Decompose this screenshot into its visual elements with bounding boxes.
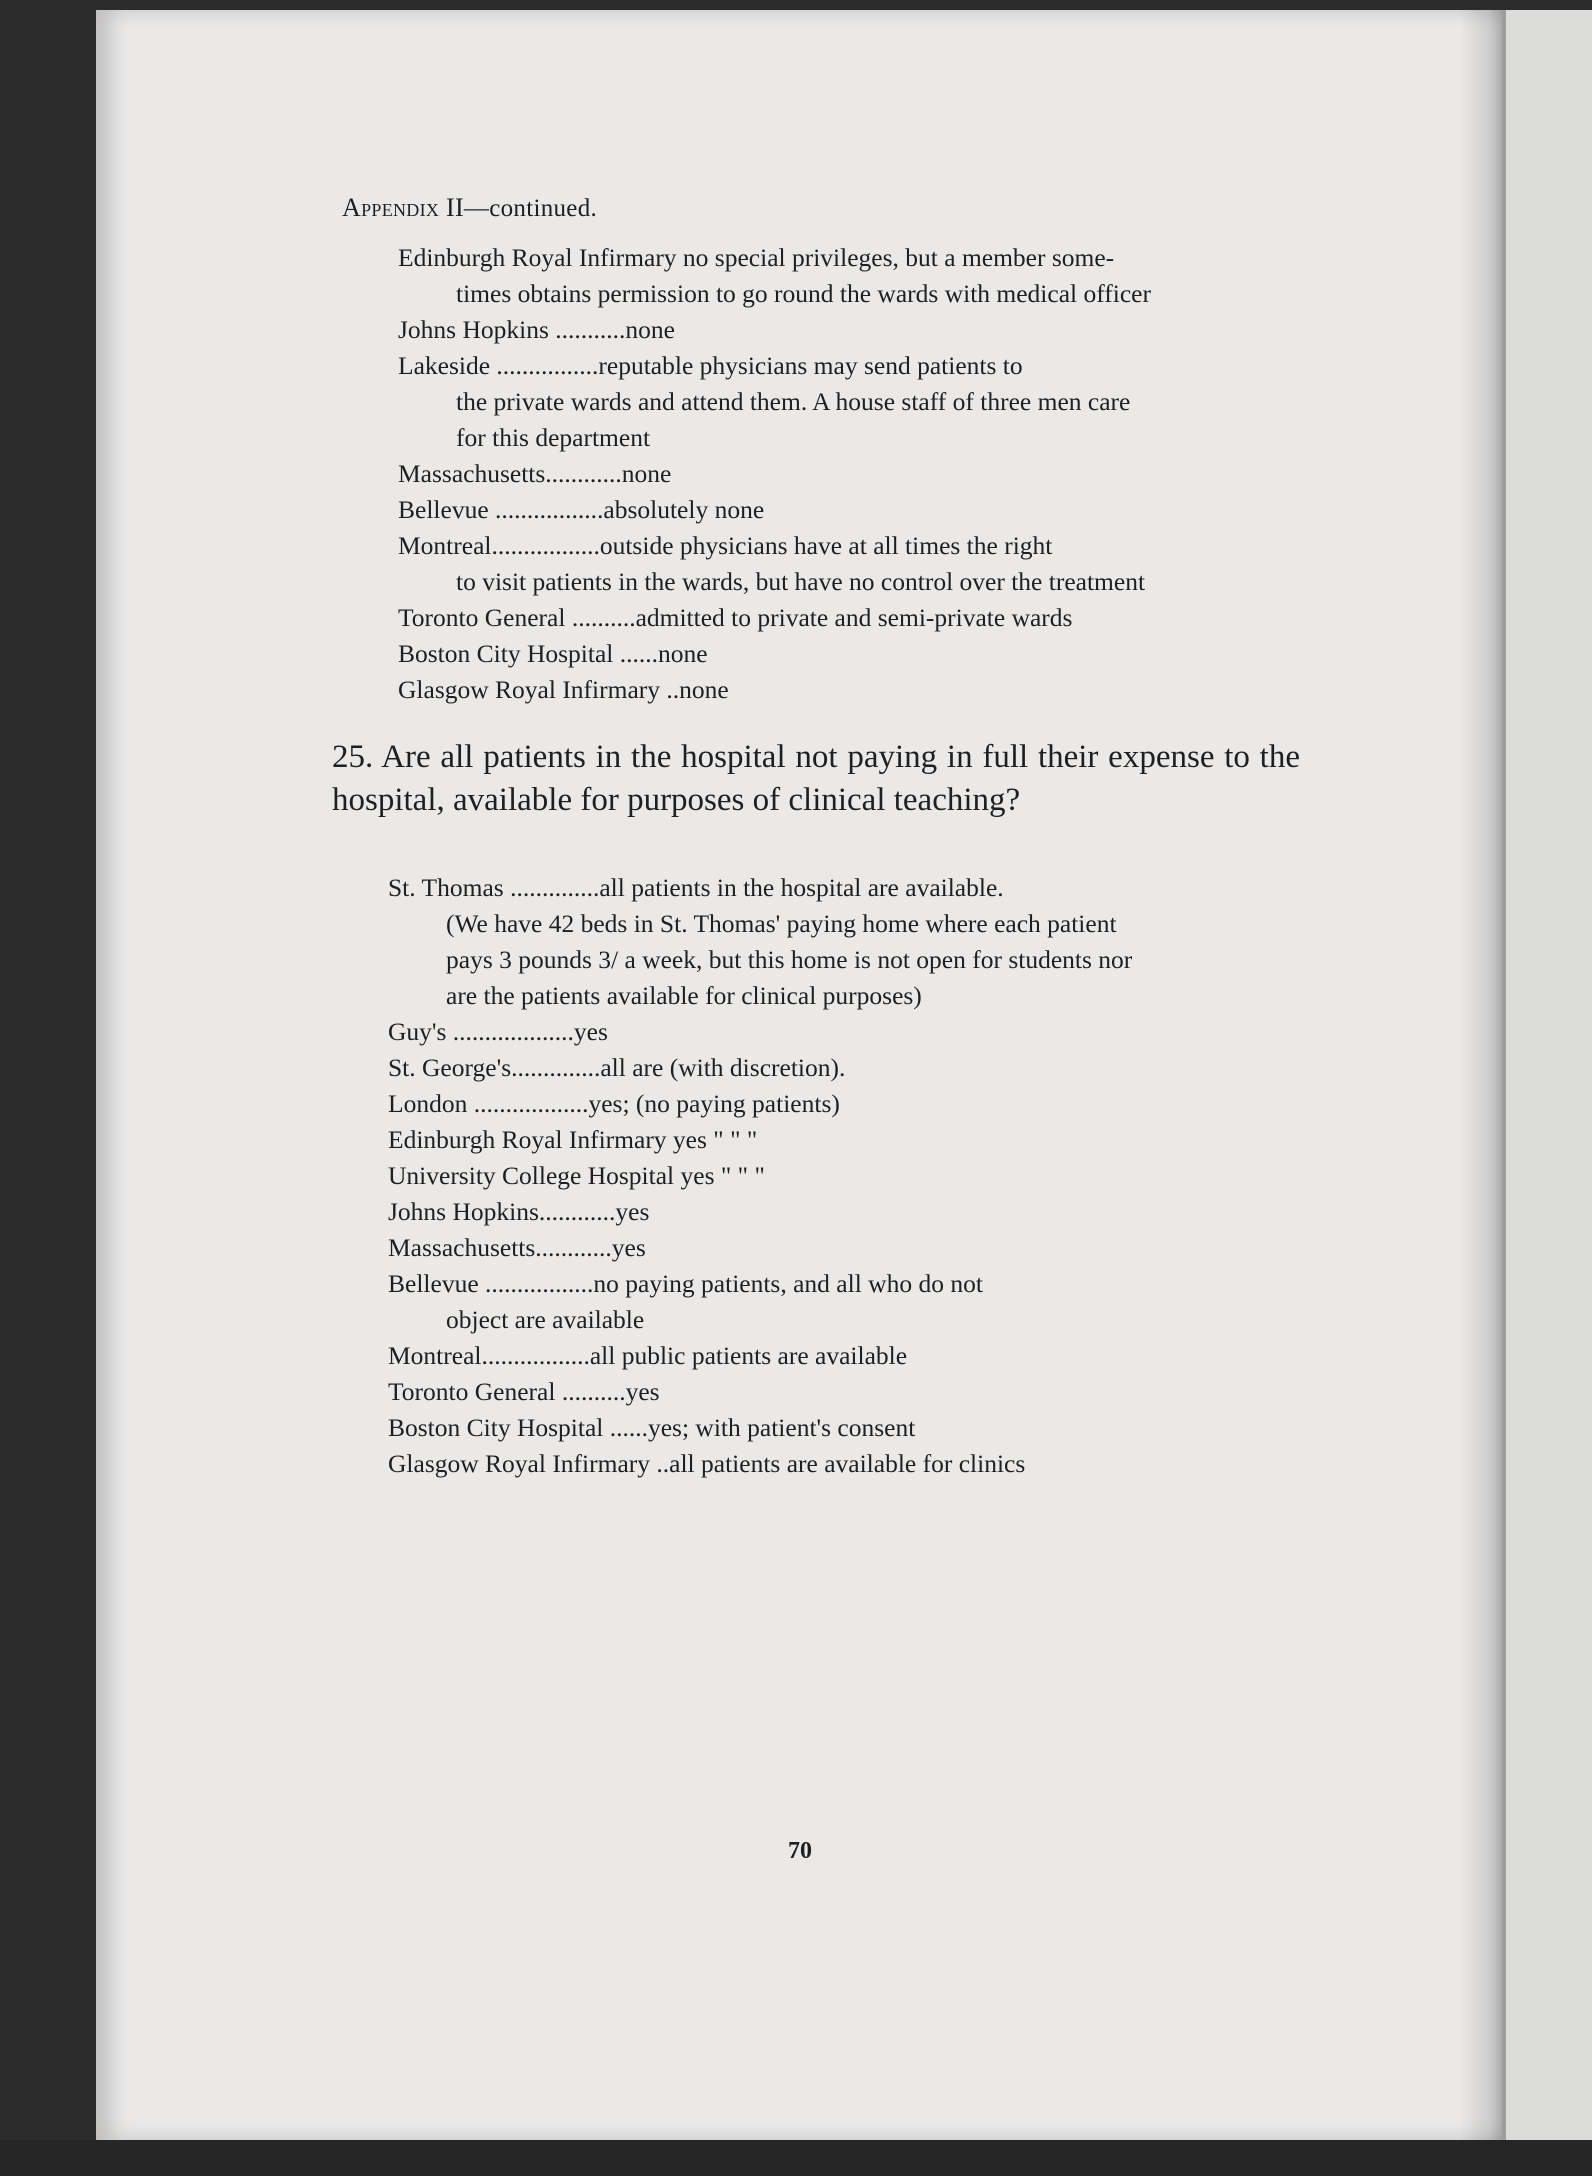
entry-lead: Boston City Hospital ......yes; with patient's consent [388, 1413, 916, 1442]
entry-lead: St. Thomas ..............all patients in the hospital are available. [388, 873, 1004, 902]
list-item [388, 1014, 1318, 1050]
appendix-heading [342, 193, 597, 223]
entry-lead: Edinburgh Royal Infirmary no special privileges, but a member some- [398, 243, 1115, 272]
entry-lead: University College Hospital yes " " " [388, 1161, 765, 1190]
list-item [398, 240, 1318, 312]
entry-lead: Boston City Hospital ......none [398, 639, 708, 668]
list-item [388, 1410, 1318, 1446]
list-item [398, 312, 1318, 348]
entry-continuation: to visit patients in the wards, but have no control over the treatment [456, 567, 1146, 596]
clinical-teaching-list [388, 870, 1318, 1482]
list-item [388, 1266, 1318, 1338]
entry-lead: Montreal.................outside physicians have at all times the right [398, 531, 1053, 560]
list-item [388, 1338, 1318, 1374]
entry-lead: Guy's ...................yes [388, 1017, 608, 1046]
facing-page-edge [1502, 10, 1592, 2140]
entry-lead: Montreal.................all public patients are available [388, 1341, 908, 1370]
list-item [388, 1446, 1318, 1482]
entry-lead: Edinburgh Royal Infirmary yes " " " [388, 1125, 758, 1154]
privileges-list [398, 240, 1318, 708]
entry-lead: Johns Hopkins ...........none [398, 315, 675, 344]
appendix-label: Appendix II [342, 193, 464, 222]
appendix-suffix: —continued. [463, 195, 598, 222]
entry-lead: Glasgow Royal Infirmary ..none [398, 675, 729, 704]
entry-continuation: the private wards and attend them. A house staff of three men care [456, 387, 1131, 416]
list-item [398, 636, 1318, 672]
entry-lead: St. George's..............all are (with discretion). [388, 1053, 846, 1082]
entry-lead: Bellevue .................absolutely none [398, 495, 765, 524]
list-item [388, 1158, 1318, 1194]
entry-lead: Massachusetts............none [398, 459, 672, 488]
entry-lead: Bellevue .................no paying patients, and all who do not [388, 1269, 983, 1298]
list-item [398, 528, 1318, 600]
entry-continuation: times obtains permission to go round the wards with medical officer [456, 279, 1151, 308]
list-item [388, 870, 1318, 1014]
list-item [388, 1086, 1318, 1122]
entry-lead: London ..................yes; (no paying patients) [388, 1089, 840, 1118]
list-item [388, 1194, 1318, 1230]
page-number: 70 [788, 1838, 812, 1864]
entry-continuation: pays 3 pounds 3/ a week, but this home is not open for students nor [446, 945, 1133, 974]
page-gutter [1460, 10, 1502, 2140]
list-item [398, 600, 1318, 636]
entry-continuation: object are available [446, 1305, 645, 1334]
entry-continuation: are the patients available for clinical purposes) [446, 981, 922, 1010]
list-item [398, 672, 1318, 708]
list-item [388, 1374, 1318, 1410]
list-item [398, 456, 1318, 492]
list-item [398, 348, 1318, 456]
list-item [398, 492, 1318, 528]
question-25: 25. Are all patients in the hospital not paying in full their expense to the hospital, available for purposes of clinical teaching? [332, 739, 1300, 818]
entry-lead: Lakeside ................reputable physicians may send patients to [398, 351, 1023, 380]
list-item [388, 1050, 1318, 1086]
entry-lead: Toronto General ..........admitted to private and semi-private wards [398, 603, 1073, 632]
entry-lead: Johns Hopkins............yes [388, 1197, 650, 1226]
entry-lead: Toronto General ..........yes [388, 1377, 660, 1406]
list-item [388, 1230, 1318, 1266]
entry-lead: Massachusetts............yes [388, 1233, 646, 1262]
entry-continuation: for this department [456, 423, 651, 452]
entry-continuation: (We have 42 beds in St. Thomas' paying home where each patient [446, 909, 1117, 938]
scan-bottom-edge [0, 2140, 1592, 2176]
list-item [388, 1122, 1318, 1158]
entry-lead: Glasgow Royal Infirmary ..all patients are available for clinics [388, 1449, 1026, 1478]
